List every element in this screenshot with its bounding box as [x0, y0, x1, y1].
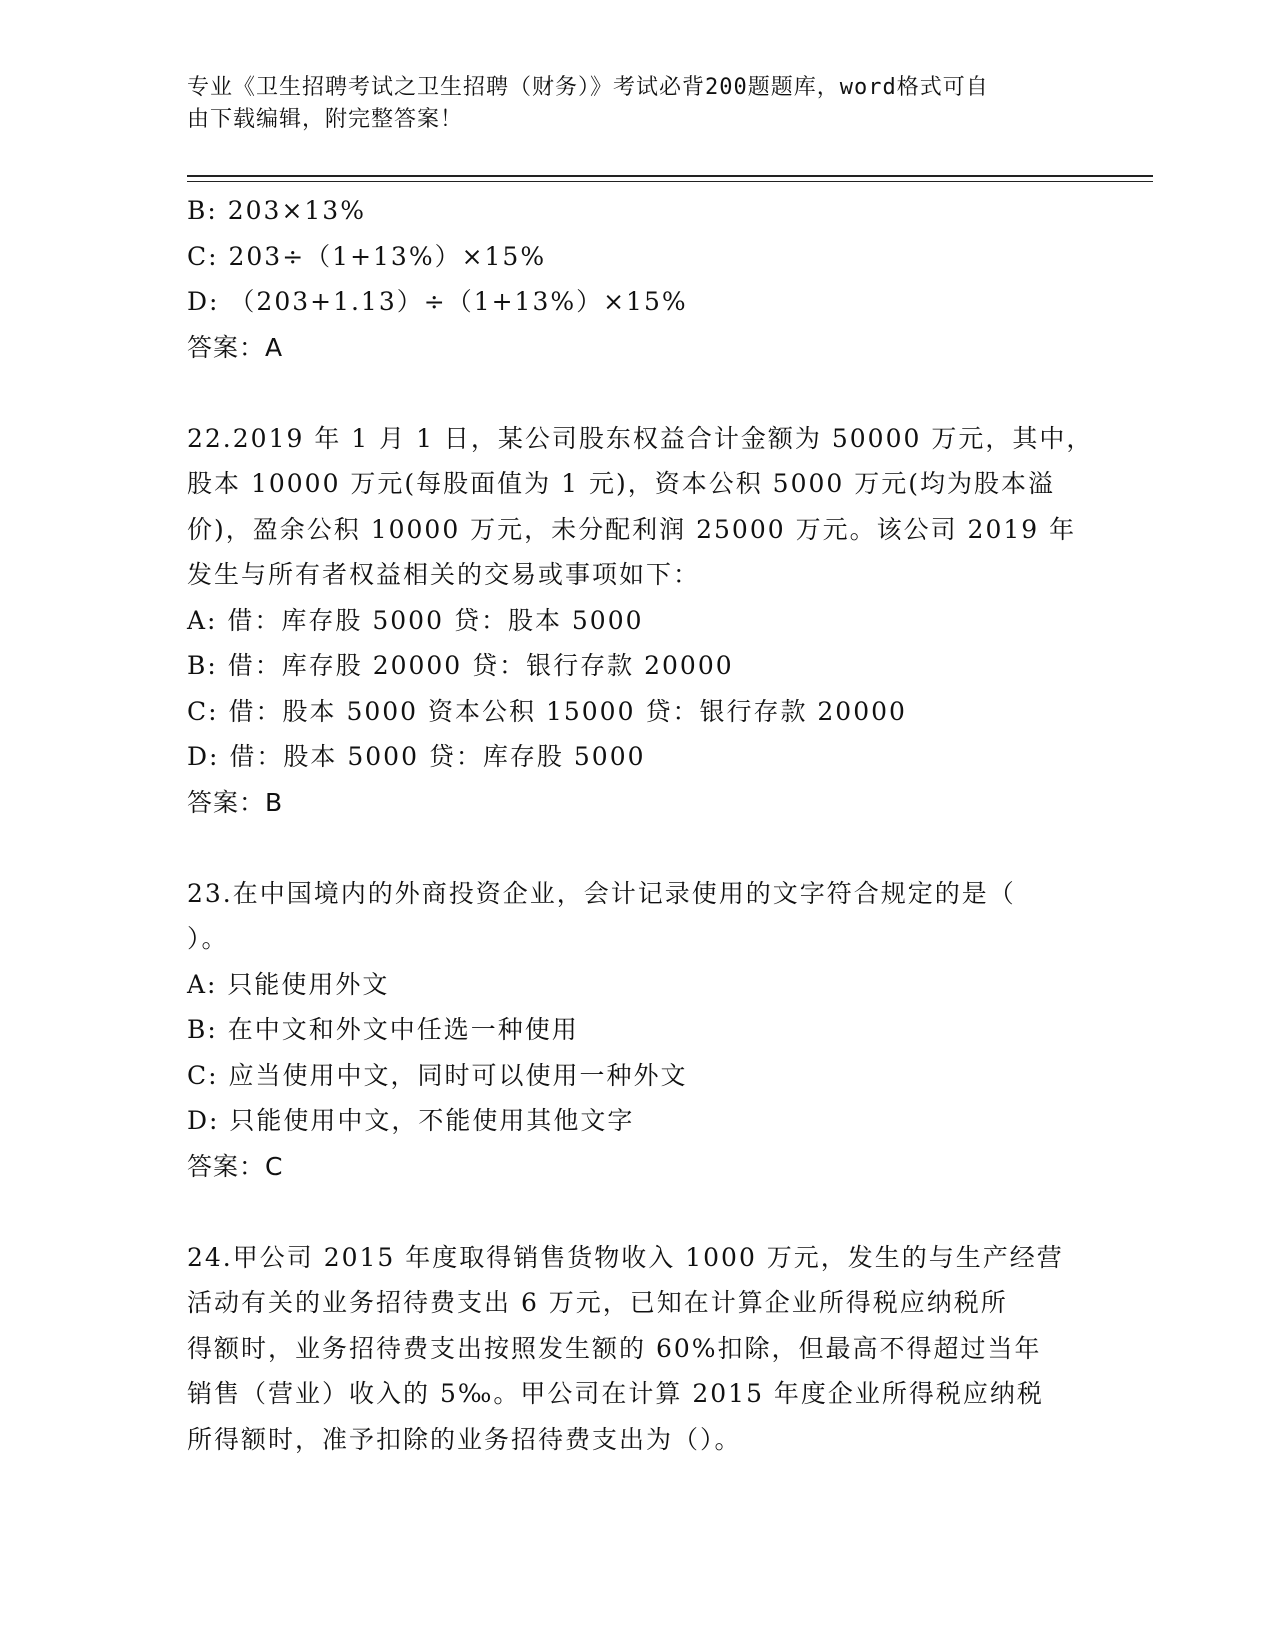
- question-stem-line: 股本 10000 万元(每股面值为 1 元)，资本公积 5000 万元(均为股本溢: [187, 469, 1056, 498]
- question-stem-line: 23.在中国境内的外商投资企业，会计记录使用的文字符合规定的是（: [187, 878, 1016, 908]
- question-stem-line: 活动有关的业务招待费支出 6 万元，已知在计算企业所得税应纳税所: [187, 1288, 1008, 1317]
- option-d: D: （203+1.13）÷（1+13%）×15%: [187, 287, 688, 316]
- option-c: C: 应当使用中文，同时可以使用一种外文: [187, 1060, 688, 1090]
- option-a: A: 只能使用外文: [187, 969, 390, 999]
- question-stem-line: 销售（营业）收入的 5‰。甲公司在计算 2015 年度企业所得税应纳税: [187, 1379, 1044, 1408]
- option-d: D: 只能使用中文，不能使用其他文字: [187, 1106, 635, 1135]
- question-stem-line: 得额时，业务招待费支出按照发生额的 60%扣除，但最高不得超过当年: [187, 1333, 1042, 1363]
- question-24: [187, 1235, 1087, 1463]
- question-stem-line: ）。: [187, 924, 229, 953]
- answer: 答案：A: [187, 332, 284, 362]
- question-content: [187, 188, 1094, 1462]
- question-stem-line: 22.2019 年 1 月 1 日，某公司股东权益合计金额为 50000 万元，其中，: [187, 423, 1094, 453]
- header-divider-bottom: [187, 181, 1153, 182]
- option-d: D: 借：股本 5000 贷：库存股 5000: [187, 742, 646, 771]
- option-c: C: 借：股本 5000 资本公积 15000 贷：银行存款 20000: [187, 696, 907, 726]
- option-b: B: 203×13%: [187, 196, 366, 225]
- answer: 答案：B: [187, 787, 284, 817]
- question-stem-line: 24.甲公司 2015 年度取得销售货物收入 1000 万元，发生的与生产经营: [187, 1242, 1064, 1272]
- spacer: [187, 1189, 1087, 1235]
- option-b: B: 在中文和外文中任选一种使用: [187, 1015, 579, 1044]
- question-22: [187, 416, 1094, 826]
- option-b: B: 借：库存股 20000 贷：银行存款 20000: [187, 651, 734, 680]
- spacer: [187, 825, 1087, 871]
- question-stem-line: 价)，盈余公积 10000 万元，未分配利润 25000 万元。该公司 2019 年: [187, 514, 1077, 544]
- page-header: [187, 72, 1057, 136]
- answer: 答案：C: [187, 1151, 284, 1181]
- header-line-1: 专业《卫生招聘考试之卫生招聘（财务）》考试必背200题题库，word格式可自: [187, 75, 989, 100]
- option-a: A: 借：库存股 5000 贷：股本 5000: [187, 605, 644, 635]
- question-23: [187, 871, 1087, 1190]
- header-divider-top: [187, 175, 1153, 177]
- spacer: [187, 370, 1087, 416]
- question-21: [187, 188, 1087, 370]
- question-stem-line: 发生与所有者权益相关的交易或事项如下：: [187, 560, 701, 589]
- option-c: C: 203÷（1+13%）×15%: [187, 241, 547, 271]
- question-stem-line: 所得额时，准予扣除的业务招待费支出为（）。: [187, 1424, 742, 1454]
- header-line-2: 由下载编辑，附完整答案！: [187, 107, 464, 132]
